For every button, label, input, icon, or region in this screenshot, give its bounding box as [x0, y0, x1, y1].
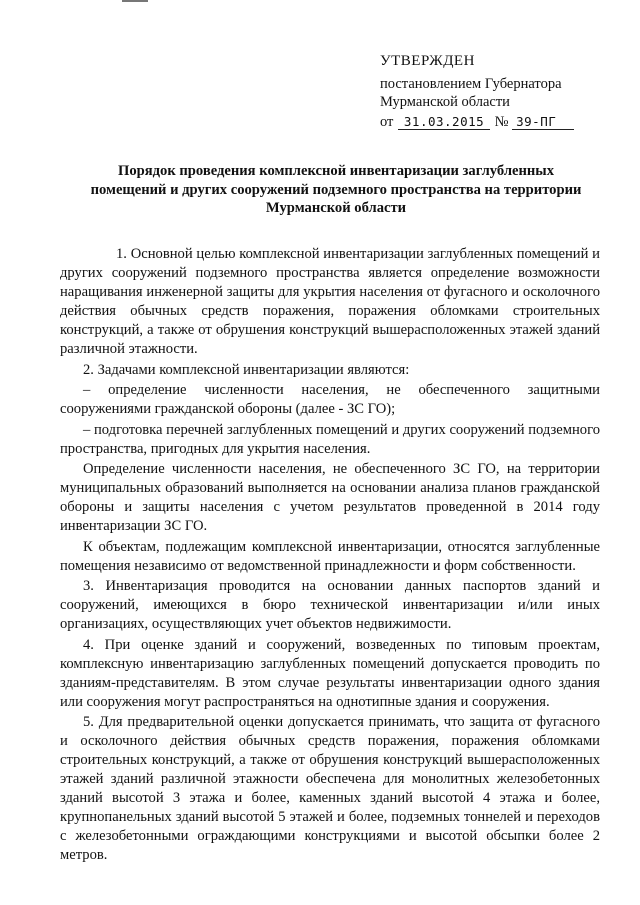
approval-number: 39-ПГ	[512, 114, 574, 130]
number-prefix: №	[494, 113, 509, 130]
paragraph-3: – определение численности населения, не обеспеченного защитными сооружениями гражданской обороны (далее - ЗС ГО);	[60, 382, 600, 417]
title-line-1: Порядок проведения комплексной инвентаризации заглубленных	[117, 163, 554, 179]
approval-line-2: Мурманской области	[380, 94, 510, 110]
approval-line-1: постановлением Губернатора	[380, 75, 562, 92]
paragraph-9: 5. Для предварительной оценки допускается принимать, что защита от фугасного и осколочного действия обычных средств поражения, поражения обломками строительных конструкций, а также от обрушения конструкций вышерасположенных этажей зданий различной этажности обеспечена для монолитных железобетонных зданий высотой 3 этажа и более, каменных зданий высотой 4 этажа и более, крупнопанельных зданий высотой 5 этажей и более, подземных тоннелей и переходов с железобетонными ограждающими конструкциями и высотой обсыпки более 2 метров.	[60, 714, 600, 863]
approval-date: 31.03.2015	[398, 114, 490, 130]
approval-stamp	[380, 52, 574, 131]
document-body	[60, 245, 600, 867]
title-line-3: Мурманской области	[265, 200, 407, 216]
document-title	[60, 162, 612, 218]
date-prefix: от	[380, 113, 394, 130]
approval-date-line	[380, 113, 574, 132]
paragraph-1: 1. Основной целью комплексной инвентаризации заглубленных помещений и других сооружений подземного пространства является определение возможности наращивания инженерной защиты для укрытия населения от фугасного и осколочного действия обычных средств поражения, поражения обломками строительных конструкций, а также от обрушения конструкций вышерасположенных этажей зданий различной этажности.	[60, 246, 600, 357]
paragraph-2: 2. Задачами комплексной инвентаризации являются:	[83, 361, 410, 378]
title-line-2: помещений и других сооружений подземного пространства на территории	[90, 181, 582, 198]
paragraph-8: 4. При оценке зданий и сооружений, возведенных по типовым проектам, комплексную инвентаризацию заглубленных помещений допускается проводить по зданиям-представителям. В этом случае результаты инвентаризации одного здания или сооружения могут распространяться на однотипные здания и сооружения.	[60, 636, 600, 710]
paragraph-5: Определение численности населения, не обеспеченного ЗС ГО, на территории муниципальных образований выполняется на основании анализа планов гражданской обороны и защиты населения с учетом результатов проведенной в 2014 году инвентаризации ЗС ГО.	[60, 461, 600, 534]
scan-mark	[122, 0, 148, 2]
paragraph-4: – подготовка перечней заглубленных помещений и других сооружений подземного пространства, пригодных для укрытия населения.	[60, 421, 600, 457]
paragraph-7: 3. Инвентаризация проводится на основании данных паспортов зданий и сооружений, имеющихся в бюро технической инвентаризации и/или иных организациях, осуществляющих учет объектов недвижимости.	[60, 578, 600, 632]
approval-heading: УТВЕРЖДЕН	[380, 53, 475, 69]
paragraph-6: К объектам, подлежащим комплексной инвентаризации, относятся заглубленные помещения независимо от ведомственной принадлежности и форм собственности.	[60, 538, 600, 574]
